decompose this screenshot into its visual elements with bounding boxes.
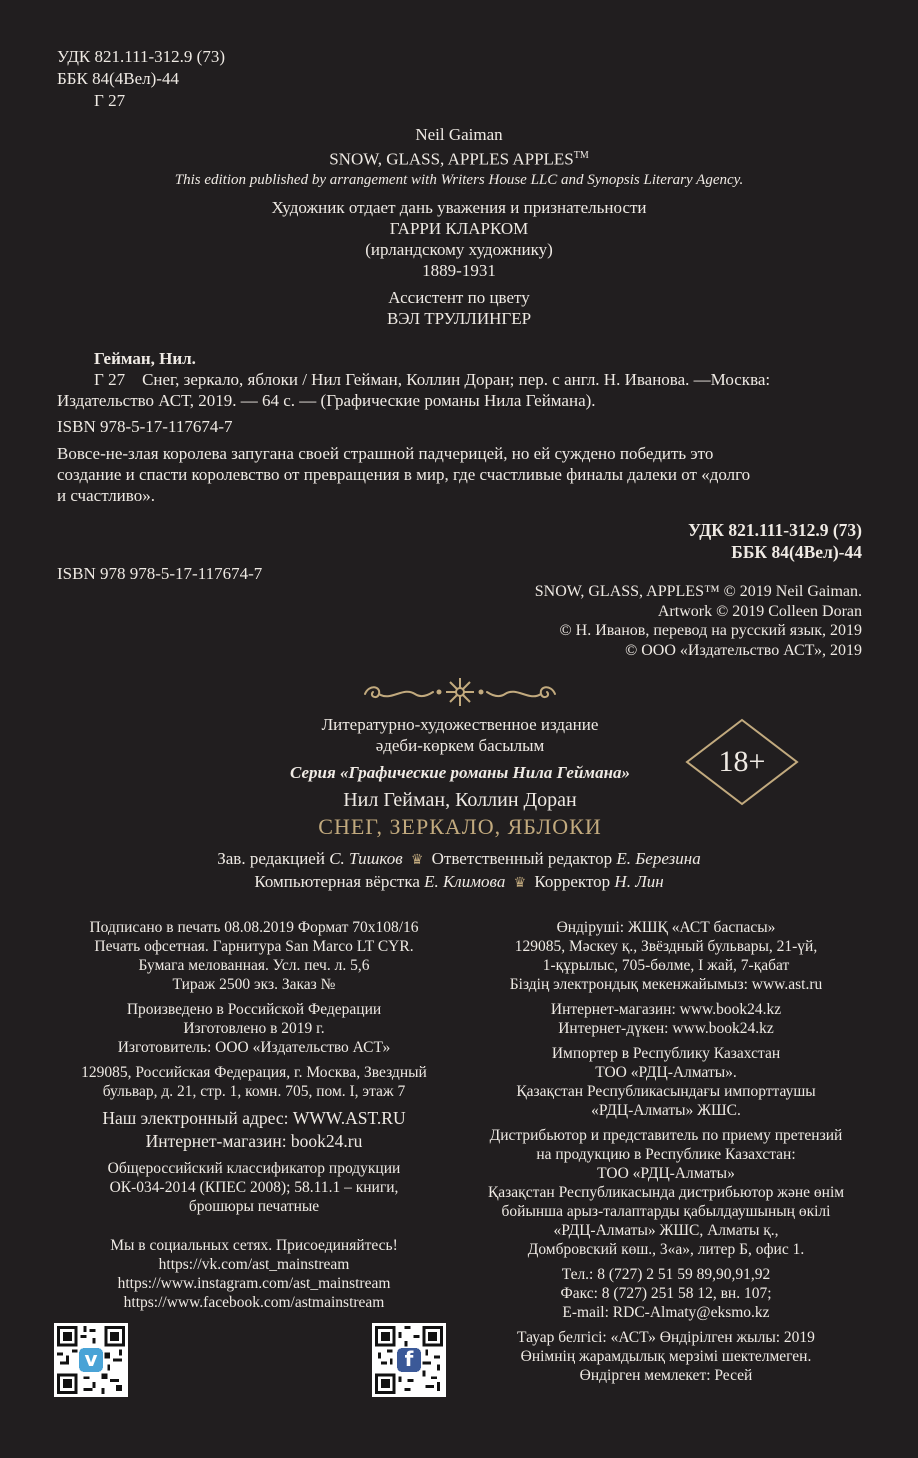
udk-code: УДК 821.111-312.9 (73) [57,47,225,66]
udk-block-right [688,519,862,563]
edition-block [180,714,740,841]
vk-qr-code[interactable] [54,1323,128,1397]
bbk-code: ББК 84(4Вел)-44 [57,69,179,88]
instagram-link[interactable]: https://www.instagram.com/ast_mainstream [117,1275,391,1292]
crown-icon: ♛ [410,853,424,868]
print-info: Подписано в печать 08.08.2019 Формат 70х108/16 Печать офсетная. Гарнитура San Marco LT CYR. Бумага мелованная. Усл. печ. л. 5,6 Тираж 2500 экз. Заказ № [89,919,419,993]
title-en: SNOW, GLASS, APPLES APPLES™ [329,149,589,169]
book-title-ru: СНЕГ, ЗЕРКАЛО, ЯБЛОКИ [318,814,602,839]
edition-note: This edition published by arrangement with Writers House LLC and Synopsis Literary Agency. [174,171,744,188]
catalog-line-1: Г 27 Снег, зеркало, яблоки / Нил Гейман, Коллин Доран; пер. с англ. Н. Иванова. —Москва: [94,370,771,389]
credits-block [0,124,918,329]
staff-credits [0,848,918,894]
online-shop[interactable]: Интернет-магазин: book24.ru [145,1131,363,1151]
edition-type-ru: Литературно-художественное издание [321,715,599,734]
imprint-left-column [40,918,468,1318]
dedication-line: Художник отдает дань уважения и признательности [271,197,647,217]
copyright-line-3: © Н. Иванов, перевод на русский язык, 2019 [559,622,862,639]
social-links: Мы в социальных сетях. Присоединяйтесь! https://vk.com/ast_mainstream https://www.instagram.com/ast_mainstream https://www.facebook.com/astmainstream [110,1237,398,1311]
catalog-entry [57,348,865,506]
producer-info: Өндіруші: ЖШҚ «АСТ баспасы» 129085, Мәскеу қ., Звёздный бульвары, 21-үй, 1-құрылыс, 705-бөлме, I жай, 7-қабат Біздің электрондық мекенжайымыз: www.ast.ru [509,919,823,993]
bbk-right-code: ББК 84(4Вел)-44 [731,542,862,562]
staff-line-1: Зав. редакцией С. Тишков ♛ Ответственный редактор Е. Березина [217,849,701,868]
color-assistant-label: Ассистент по цвету [388,287,530,307]
author-en: Neil Gaiman [415,125,503,144]
product-classifier: Общероссийский классификатор продукции ОК-034-2014 (КПЕС 2008); 58.11.1 – книги, брошюры печатные [107,1160,401,1215]
shop-info: Интернет-магазин: www.book24.kz Интернет-дүкен: www.book24.kz [550,1001,782,1037]
age-rating-text: 18+ [718,745,766,778]
dedication-note: (ирландскому художнику) [365,239,553,259]
author-mark: Г 27 [94,91,126,110]
catalog-line-2: Издательство АСТ, 2019. — 64 с. — (Графические романы Нила Геймана). [57,391,596,410]
manufacturer-address: 129085, Российская Федерация, г. Москва, Звездный бульвар, д. 21, стр. 1, комн. 705, пом. I, этаж 7 [81,1064,427,1100]
dedication-name: ГАРРИ КЛАРКОМ [389,218,529,238]
udk-right-code: УДК 821.111-312.9 (73) [688,520,862,540]
trademark-info: Тауар белгісі: «АСТ» Өндірілген жылы: 2019 Өнімнің жарамдылық мерзімі шектелмеген. Өндірген мемлекет: Ресей [517,1329,815,1384]
crown-icon: ♛ [513,876,527,891]
age-rating-badge [683,718,801,806]
web-address[interactable]: Наш электронный адрес: WWW.AST.RU [102,1108,406,1128]
copyright-line-2: Artwork © 2019 Colleen Doran [657,602,862,620]
contact-info: Тел.: 8 (727) 2 51 59 89,90,91,92 Факс: 8 (727) 251 58 12, вн. 107; E-mail: RDC-Almaty@eksmo.kz [560,1266,772,1321]
edition-type-kz: әдеби-көркем басылым [375,736,545,755]
catalog-isbn: ISBN 978-5-17-117674-7 [57,417,233,436]
distributor-info: Дистрибьютор и представитель по приему претензий на продукцию в Республике Казахстан: ТОО «РДЦ-Алматы» Қазақстан Республикасында дистрибьютор және өнім бойынша арыз-талаптарды қабылдаушының өкілі «РДЦ-Алматы» ЖШС, Алматы қ., Домбровский көш., 3«а», литер Б, офис 1. [487,1127,845,1258]
importer-info: Импортер в Республику Казахстан ТОО «РДЦ-Алматы». Қазақстан Республикасындағы импорттаушы «РДЦ-Алматы» ЖШС. [516,1045,816,1119]
dedication-years: 1889-1931 [422,260,496,280]
staff-line-2: Компьютерная вёрстка Е. Климова ♛ Корректор Н. Лин [254,872,664,891]
decorative-ornament [355,672,565,712]
facebook-qr-code[interactable] [372,1323,446,1397]
catalog-author: Гейман, Нил. [94,349,196,368]
isbn-secondary: ISBN 978 978-5-17-117674-7 [57,564,263,583]
web-links [40,1107,468,1153]
color-assistant-name: ВЭЛ ТРУЛЛИНГЕР [386,308,532,328]
facebook-icon: f [404,1347,414,1371]
annotation-line-1: Вовсе-не-злая королева запугана своей страшной падчерицей, но ей суждено победить это [57,444,714,463]
vk-icon: v [84,1347,98,1371]
copyright-line-1: SNOW, GLASS, APPLES™ © 2019 Neil Gaiman. [534,583,862,600]
email-link[interactable]: E-mail: RDC-Almaty@eksmo.kz [562,1304,770,1321]
manufacturer-info: Произведено в Российской Федерации Изготовлено в 2019 г. Изготовитель: ООО «Издательство АСТ» [117,1001,391,1056]
annotation-line-3: и счастливо». [57,486,155,505]
series-name: Серия «Графические романы Нила Геймана» [289,763,631,782]
book-authors: Нил Гейман, Коллин Доран [343,789,577,811]
imprint-right-column [460,918,872,1391]
vk-link[interactable]: https://vk.com/ast_mainstream [158,1256,350,1273]
copyright-line-4: © ООО «Издательство АСТ», 2019 [625,641,862,659]
copyright-block [535,582,862,660]
udk-header [57,46,225,112]
annotation-line-2: создание и спасти королевство от превращения в мир, где счастливые финалы далеки от «долго [57,465,751,484]
facebook-link[interactable]: https://www.facebook.com/astmainstream [123,1294,385,1311]
